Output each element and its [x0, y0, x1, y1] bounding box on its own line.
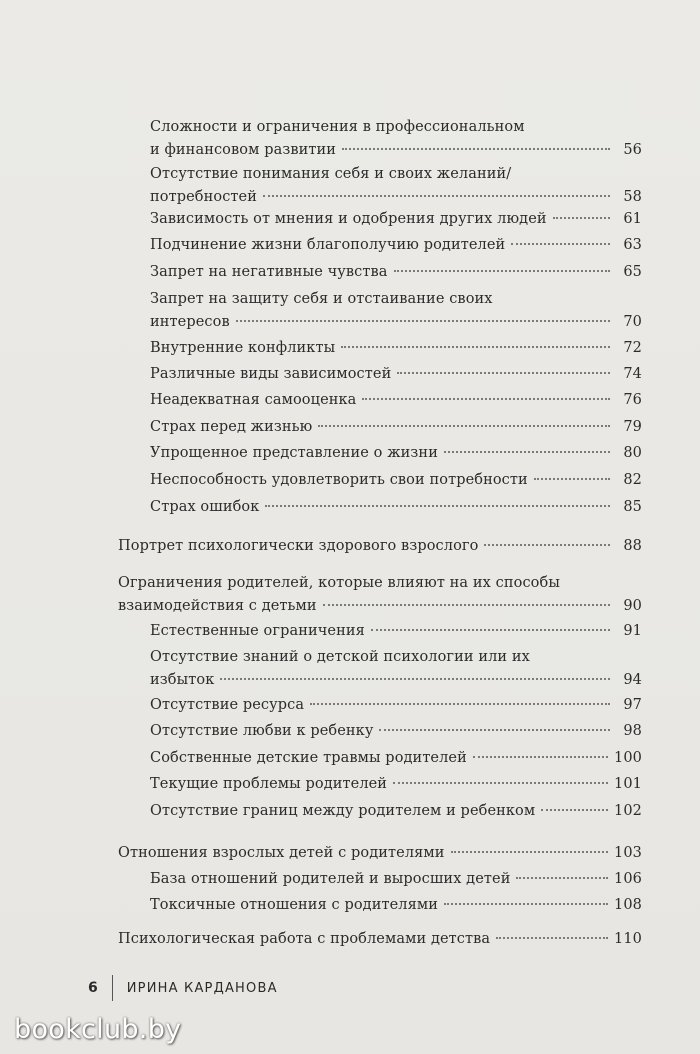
- toc-entry-title-line: Внутренние конфликты: [150, 340, 336, 356]
- toc-entry: [150, 747, 642, 770]
- toc-page-number: 102: [614, 803, 642, 819]
- toc-entry: [118, 928, 642, 951]
- toc-page-number: 61: [623, 211, 642, 227]
- toc-entry-title-line: Зависимость от мнения и одобрения других людей: [150, 211, 547, 227]
- toc-entry-title-line: избыток: [150, 672, 215, 688]
- toc-entry: [150, 116, 642, 162]
- toc-leader-dots: [394, 270, 610, 272]
- toc-entry-title-line: и финансовом развитии: [150, 142, 337, 158]
- toc-entry-title-line: Естественные ограничения: [150, 623, 365, 639]
- toc-entry-title-line: Портрет психологически здорового взрослого: [118, 538, 479, 554]
- toc-entry: [150, 208, 642, 231]
- toc-entry-title-line: Отсутствие границ между родителем и ребенком: [150, 803, 536, 819]
- toc-entry-title-line: потребностей: [150, 189, 257, 205]
- toc-entry-title-line: Отсутствие знаний о детской психологии или их: [150, 649, 530, 665]
- toc-entry: [118, 842, 642, 865]
- toc-entry-title-line: Психологическая работа с проблемами детства: [118, 931, 491, 947]
- toc-page-number: 70: [623, 314, 642, 330]
- toc-entry: [150, 868, 642, 891]
- toc-entry: [150, 416, 642, 439]
- toc-page-number: 100: [614, 750, 642, 766]
- page-footer: [88, 975, 278, 1001]
- toc-entry: [150, 337, 642, 360]
- toc-page-number: 98: [623, 723, 642, 739]
- toc-leader-dots: [397, 372, 610, 374]
- toc-page-number: 108: [614, 897, 642, 913]
- toc-page-number: 94: [623, 672, 642, 688]
- toc-entry-title-line: Подчинение жизни благополучию родителей: [150, 237, 506, 253]
- toc-entry: [150, 620, 642, 643]
- toc-page-number: 79: [623, 419, 642, 435]
- toc-page-number: 58: [623, 189, 642, 205]
- toc-page-number: 101: [614, 776, 642, 792]
- toc-leader-dots: [496, 937, 608, 939]
- toc-entry: [150, 261, 642, 284]
- toc-leader-dots: [484, 544, 610, 546]
- toc-leader-dots: [516, 877, 608, 879]
- toc-leader-dots: [534, 478, 610, 480]
- toc-entry-title-line: Токсичные отношения с родителями: [150, 897, 438, 913]
- toc-entry: [150, 894, 642, 917]
- footer-divider: [112, 975, 113, 1001]
- toc-entry-title-line: Страх ошибок: [150, 499, 260, 515]
- toc-entry-title-line: Запрет на защиту себя и отстаивание своих: [150, 291, 493, 307]
- toc-leader-dots: [310, 703, 610, 705]
- toc-leader-dots: [473, 756, 608, 758]
- toc-entry: [150, 163, 642, 209]
- toc-page-number: 72: [623, 340, 642, 356]
- toc-entry: [150, 288, 642, 334]
- toc-leader-dots: [265, 505, 610, 507]
- toc-leader-dots: [553, 217, 610, 219]
- page-number: 6: [88, 980, 98, 996]
- toc-entry: [118, 572, 642, 618]
- toc-entry-title-line: Отсутствие понимания себя и своих желаний/: [150, 166, 512, 182]
- toc-entry-title-line: взаимодействия с детьми: [118, 598, 317, 614]
- toc-page-number: 63: [623, 237, 642, 253]
- toc-entry: [150, 800, 642, 823]
- toc-page-number: 65: [623, 264, 642, 280]
- toc-leader-dots: [541, 809, 608, 811]
- toc-leader-dots: [379, 729, 610, 731]
- toc-leader-dots: [220, 678, 610, 680]
- toc-entry-title-line: Ограничения родителей, которые влияют на их способы: [118, 575, 560, 591]
- toc-leader-dots: [511, 243, 610, 245]
- toc-entry-title-line: Различные виды зависимостей: [150, 366, 392, 382]
- toc-page-number: 110: [614, 931, 642, 947]
- toc-page-number: 103: [614, 845, 642, 861]
- toc-entry: [150, 646, 642, 692]
- toc-entry-title-line: База отношений родителей и выросших детей: [150, 871, 511, 887]
- toc-leader-dots: [393, 782, 608, 784]
- toc-entry-title-line: Страх перед жизнью: [150, 419, 313, 435]
- toc-entry-title-line: Отсутствие ресурса: [150, 697, 305, 713]
- toc-leader-dots: [444, 903, 608, 905]
- toc-entry: [150, 442, 642, 465]
- toc-leader-dots: [342, 148, 610, 150]
- toc-page-number: 76: [623, 392, 642, 408]
- toc-page-number: 97: [623, 697, 642, 713]
- toc-entry-title-line: интересов: [150, 314, 230, 330]
- toc-entry-title-line: Упрощенное представление о жизни: [150, 445, 438, 461]
- toc-entry: [150, 694, 642, 717]
- toc-entry: [150, 496, 642, 519]
- toc-entry-title-line: Неспособность удовлетворить свои потребности: [150, 472, 528, 488]
- toc-page-number: 90: [623, 598, 642, 614]
- toc-page-number: 85: [623, 499, 642, 515]
- toc-leader-dots: [451, 851, 608, 853]
- toc-entry: [150, 773, 642, 796]
- toc-entry: [118, 535, 642, 558]
- toc-page-number: 74: [623, 366, 642, 382]
- toc-entry-title-line: Неадекватная самооценка: [150, 392, 357, 408]
- toc-entry-title-line: Сложности и ограничения в профессиональном: [150, 119, 525, 135]
- toc-leader-dots: [341, 346, 610, 348]
- toc-page-number: 56: [623, 142, 642, 158]
- toc-entry: [150, 234, 642, 257]
- toc-entry: [150, 363, 642, 386]
- toc-page-number: 106: [614, 871, 642, 887]
- toc-leader-dots: [444, 451, 610, 453]
- toc-leader-dots: [263, 195, 610, 197]
- toc-entry: [150, 720, 642, 743]
- toc-page-number: 88: [623, 538, 642, 554]
- toc-entry: [150, 469, 642, 492]
- toc-page-number: 80: [623, 445, 642, 461]
- toc-entry: [150, 389, 642, 412]
- toc-entry-title-line: Отсутствие любви к ребенку: [150, 723, 374, 739]
- toc-entry-title-line: Собственные детские травмы родителей: [150, 750, 467, 766]
- toc-page-number: 82: [623, 472, 642, 488]
- toc-page-number: 91: [623, 623, 642, 639]
- toc-leader-dots: [371, 629, 610, 631]
- toc-leader-dots: [323, 604, 610, 606]
- watermark: bookclub.by: [14, 1014, 182, 1045]
- toc-entry-title-line: Запрет на негативные чувства: [150, 264, 388, 280]
- author-name: ИРИНА КАРДАНОВА: [126, 980, 278, 996]
- toc-leader-dots: [362, 398, 610, 400]
- toc-entry-title-line: Отношения взрослых детей с родителями: [118, 845, 445, 861]
- toc-leader-dots: [236, 320, 610, 322]
- toc-entry-title-line: Текущие проблемы родителей: [150, 776, 388, 792]
- toc-leader-dots: [318, 425, 610, 427]
